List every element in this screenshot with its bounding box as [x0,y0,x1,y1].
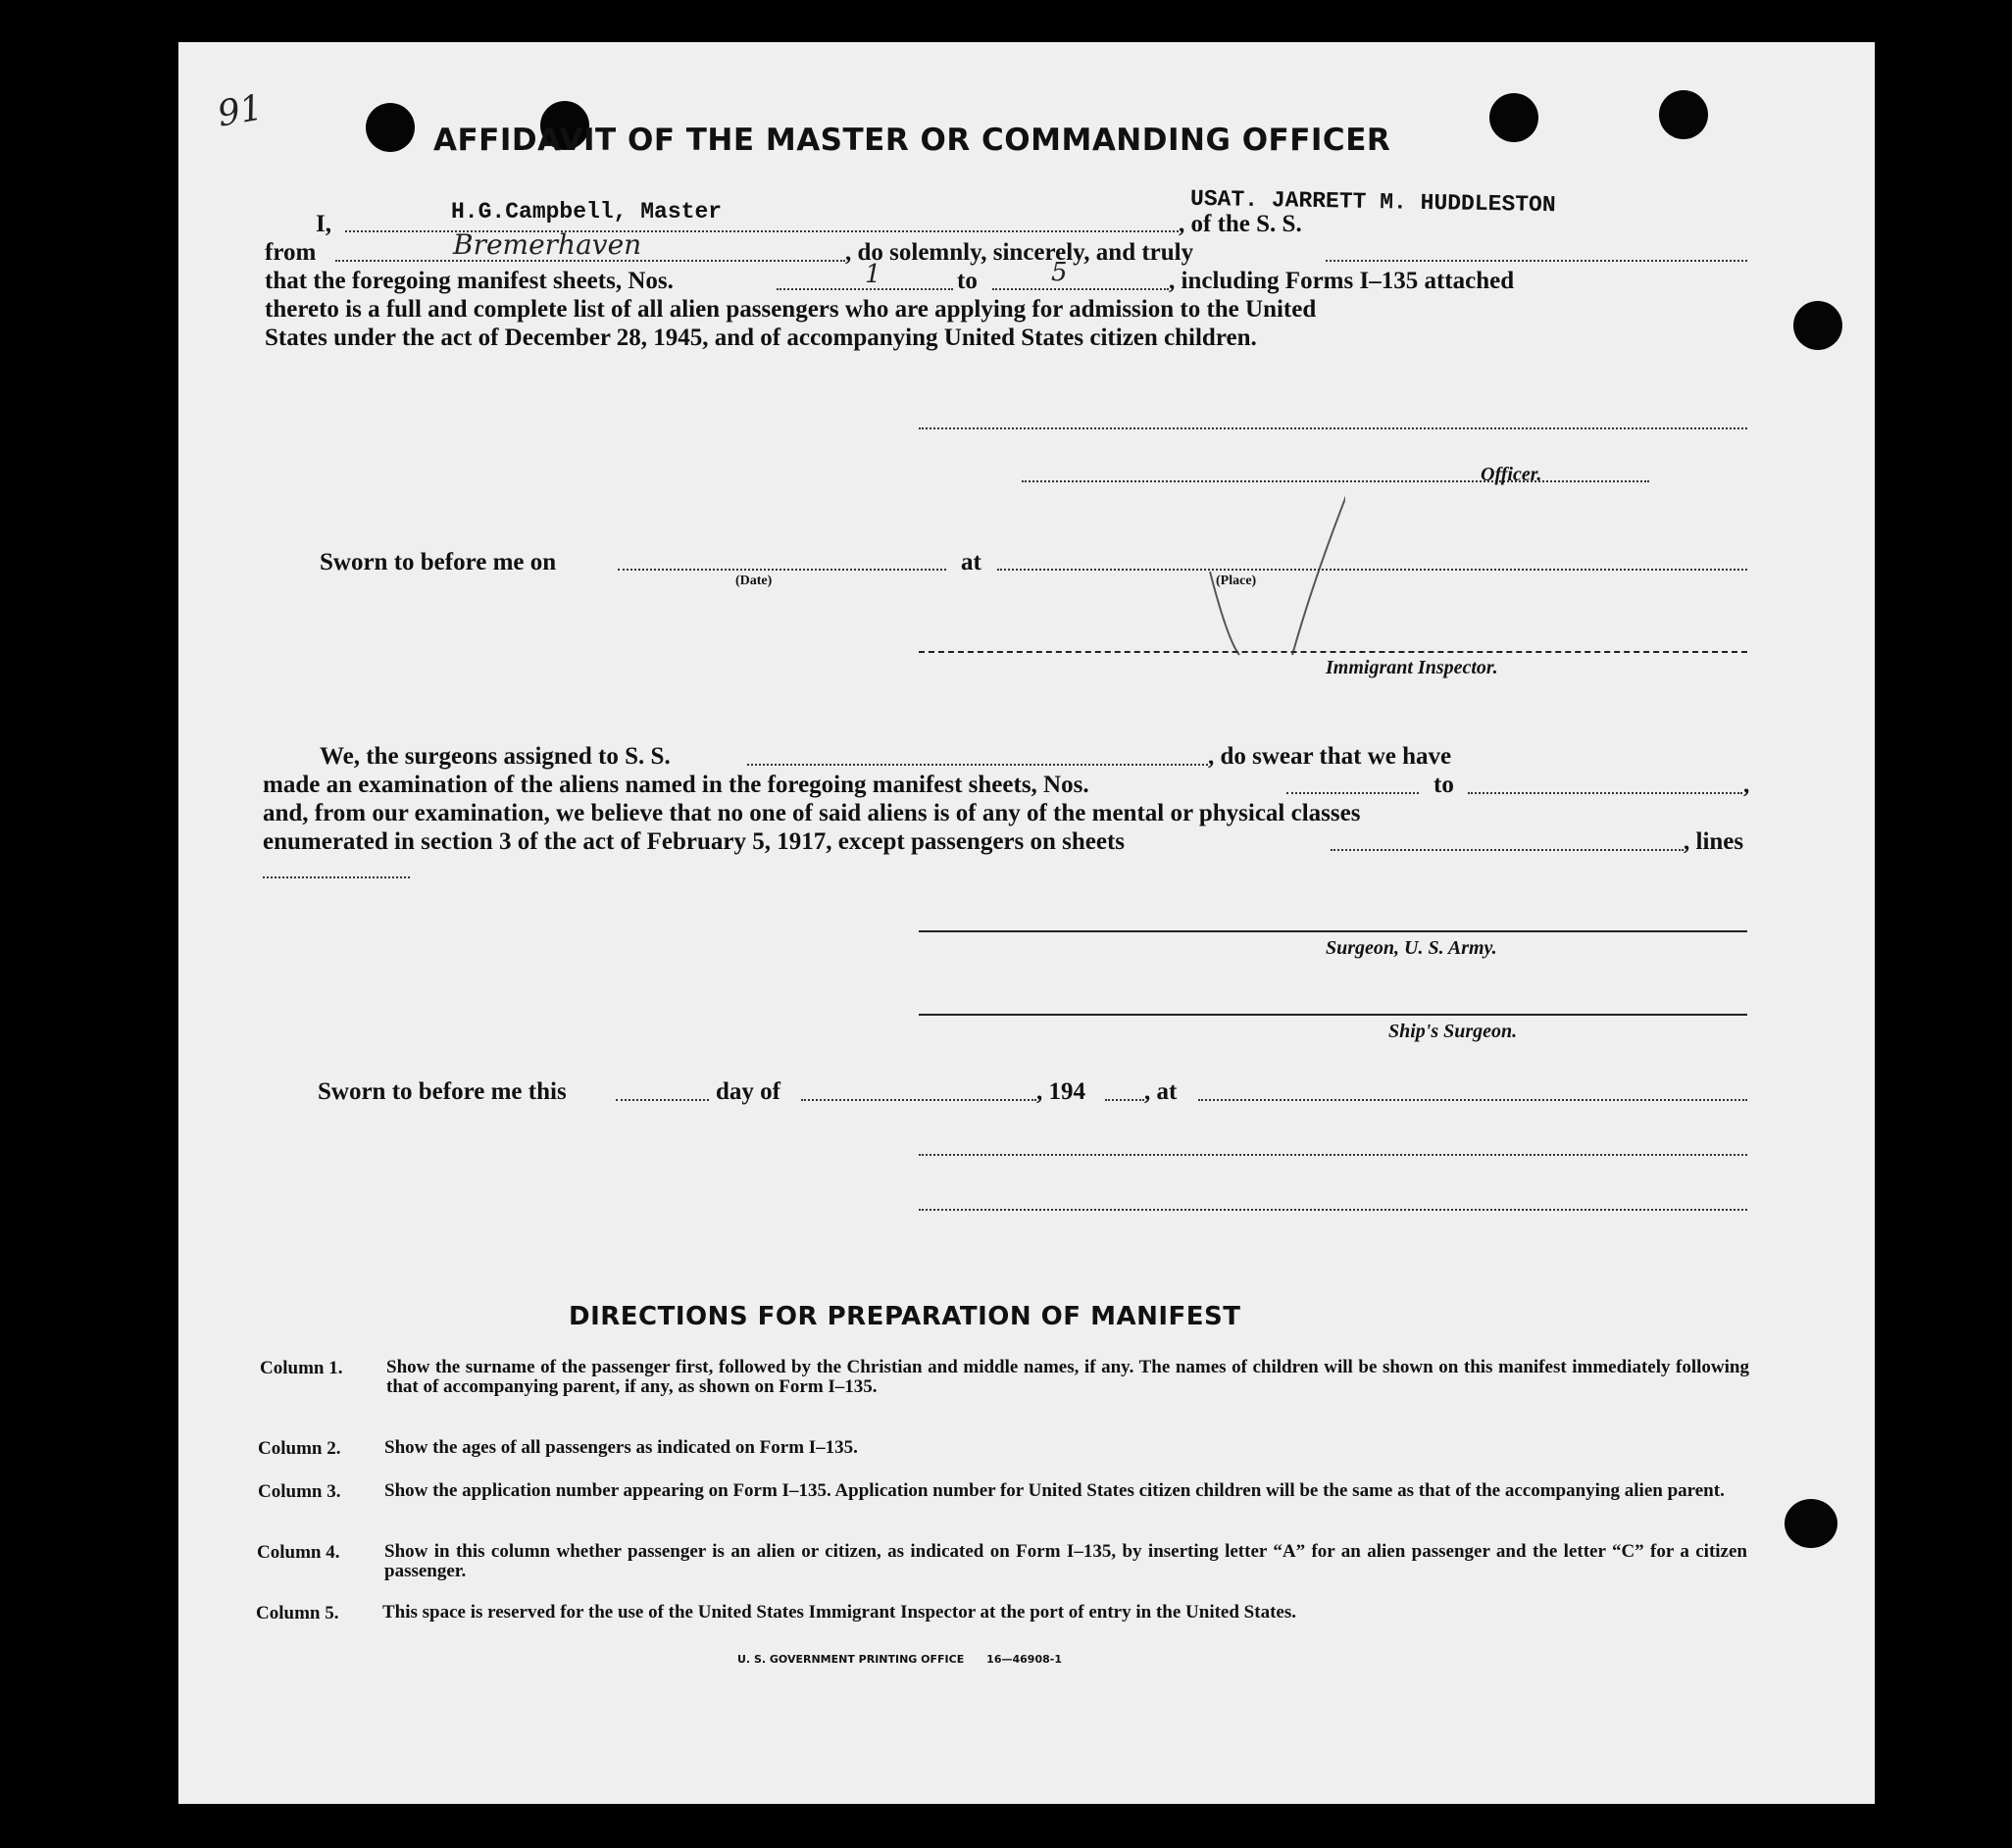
sworn-at-label-2: , at [1144,1078,1178,1105]
column-3-text: Show the application number appearing on Form I–135. Application number for United States citizen children will be the same as that of the accompanying alien parent. [384,1480,1725,1501]
sheet-to-field-line [992,288,1169,290]
printing-office-footer: U. S. GOVERNMENT PRINTING OFFICE 16—46908-1 [737,1653,1062,1666]
column-2-label: Column 2. [258,1438,341,1459]
master-name-value: H.G.Campbell, Master [451,199,723,225]
surgeons-sheet-to-field-line [1468,792,1742,794]
surgeons-line-4-b: , lines [1684,828,1744,855]
solemnly-label: , do solemnly, sincerely, and truly [845,239,1194,266]
ships-surgeon-label: Ship's Surgeon. [1388,1021,1518,1042]
page-title: AFFIDAVIT OF THE MASTER OR COMMANDING OFFICER [433,123,1391,158]
surgeon-us-army-label: Surgeon, U. S. Army. [1326,937,1497,959]
directions-title: DIRECTIONS FOR PREPARATION OF MANIFEST [569,1302,1241,1331]
punch-hole [1793,301,1842,350]
from-label: from [265,239,317,266]
place-caption: (Place) [1216,574,1257,588]
inspector-signature-line [919,651,1747,653]
surgeons-line-4-a: enumerated in section 3 of the act of February 5, 1917, except passengers on sheets [263,828,1126,855]
from-port-value: Bremerhaven [453,228,642,261]
column-4-text: Show in this column whether passenger is an alien or citizen, as indicated on Form I–135, by inserting letter “A” for an alien passenger and the letter “C” for a citizen passenger. [384,1541,1747,1581]
corner-note: 91 [214,87,267,135]
sworn-before-on-label: Sworn to before me on [320,549,557,575]
army-surgeon-signature-line [919,930,1747,932]
sheet-to-label: to [957,268,978,294]
forms-attached-label: , including Forms I–135 attached [1169,268,1515,294]
surgeons-line-2-to: to [1434,772,1454,798]
sworn-place-field-line-2 [1198,1099,1747,1101]
immigrant-inspector-label: Immigrant Inspector. [1326,657,1498,678]
sworn-signature-line-1 [919,1154,1747,1156]
surgeons-line-3: and, from our examination, we believe that no one of said aliens is of any of the mental or physical classes [263,800,1361,826]
column-4-label: Column 4. [257,1542,340,1563]
affidavit-text-line-5: States under the act of December 28, 1945, and of accompanying United States citizen children. [265,325,1257,351]
document-page [178,42,1875,1804]
sworn-year-field-line [1105,1099,1144,1101]
column-1-text: Show the surname of the passenger first, followed by the Christian and middle names, if any. The names of children will be shown on this manifest immediately following that of accompanying parent, if any, as shown on Form I–135. [386,1357,1749,1397]
sheet-to-value: 5 [1051,258,1068,287]
punch-hole [1659,90,1708,139]
sworn-place-field-line [997,569,1747,571]
column-3-label: Column 3. [258,1481,341,1502]
sworn-day-field-line [616,1099,709,1101]
manifest-sheets-label: that the foregoing manifest sheets, Nos. [265,268,674,294]
punch-hole [1785,1499,1837,1548]
surgeons-sheet-from-field-line [1286,792,1419,794]
column-2-text: Show the ages of all passengers as indicated on Form I–135. [384,1437,858,1458]
punch-hole [366,103,415,152]
of-ss-label: , of the S. S. [1179,211,1302,237]
surgeons-line-1-b: , do swear that we have [1208,743,1452,770]
sworn-day-of-label: day of [716,1078,780,1105]
sworn-signature-line-2 [919,1209,1747,1211]
surgeons-line-1-a: We, the surgeons assigned to S. S. [320,743,671,770]
surgeons-line-2-a: made an examination of the aliens named in the foregoing manifest sheets, Nos. [263,772,1089,798]
sworn-this-label: Sworn to before me this [318,1078,567,1105]
pencil-check-mark [1198,434,1345,660]
officer-signature-line-1 [919,427,1747,429]
sworn-date-field-line [618,569,946,571]
ship-name-value: USAT. JARRETT M. HUDDLESTON [1189,185,1556,219]
surgeons-ship-field-line [747,764,1208,766]
date-caption: (Date) [735,574,773,588]
column-5-label: Column 5. [256,1603,339,1623]
surgeons-line-2-end: , [1743,772,1750,798]
officer-label: Officer. [1481,464,1542,485]
column-5-text: This space is reserved for the use of the United States Immigrant Inspector at the port of entry in the United States. [382,1602,1296,1623]
truly-field-line [1326,260,1747,262]
sworn-month-field-line [801,1099,1036,1101]
lines-field-line [263,876,410,878]
affidavit-text-line-4: thereto is a full and complete list of all alien passengers who are applying for admission to the United [265,296,1317,323]
column-1-label: Column 1. [260,1358,343,1378]
ships-surgeon-signature-line [919,1014,1747,1016]
sheet-from-value: 1 [865,260,881,289]
sworn-year-label: , 194 [1036,1078,1085,1105]
sworn-at-label: at [961,549,981,575]
i-label: I, [316,211,331,237]
except-sheets-field-line [1331,849,1684,851]
punch-hole [1489,93,1538,142]
